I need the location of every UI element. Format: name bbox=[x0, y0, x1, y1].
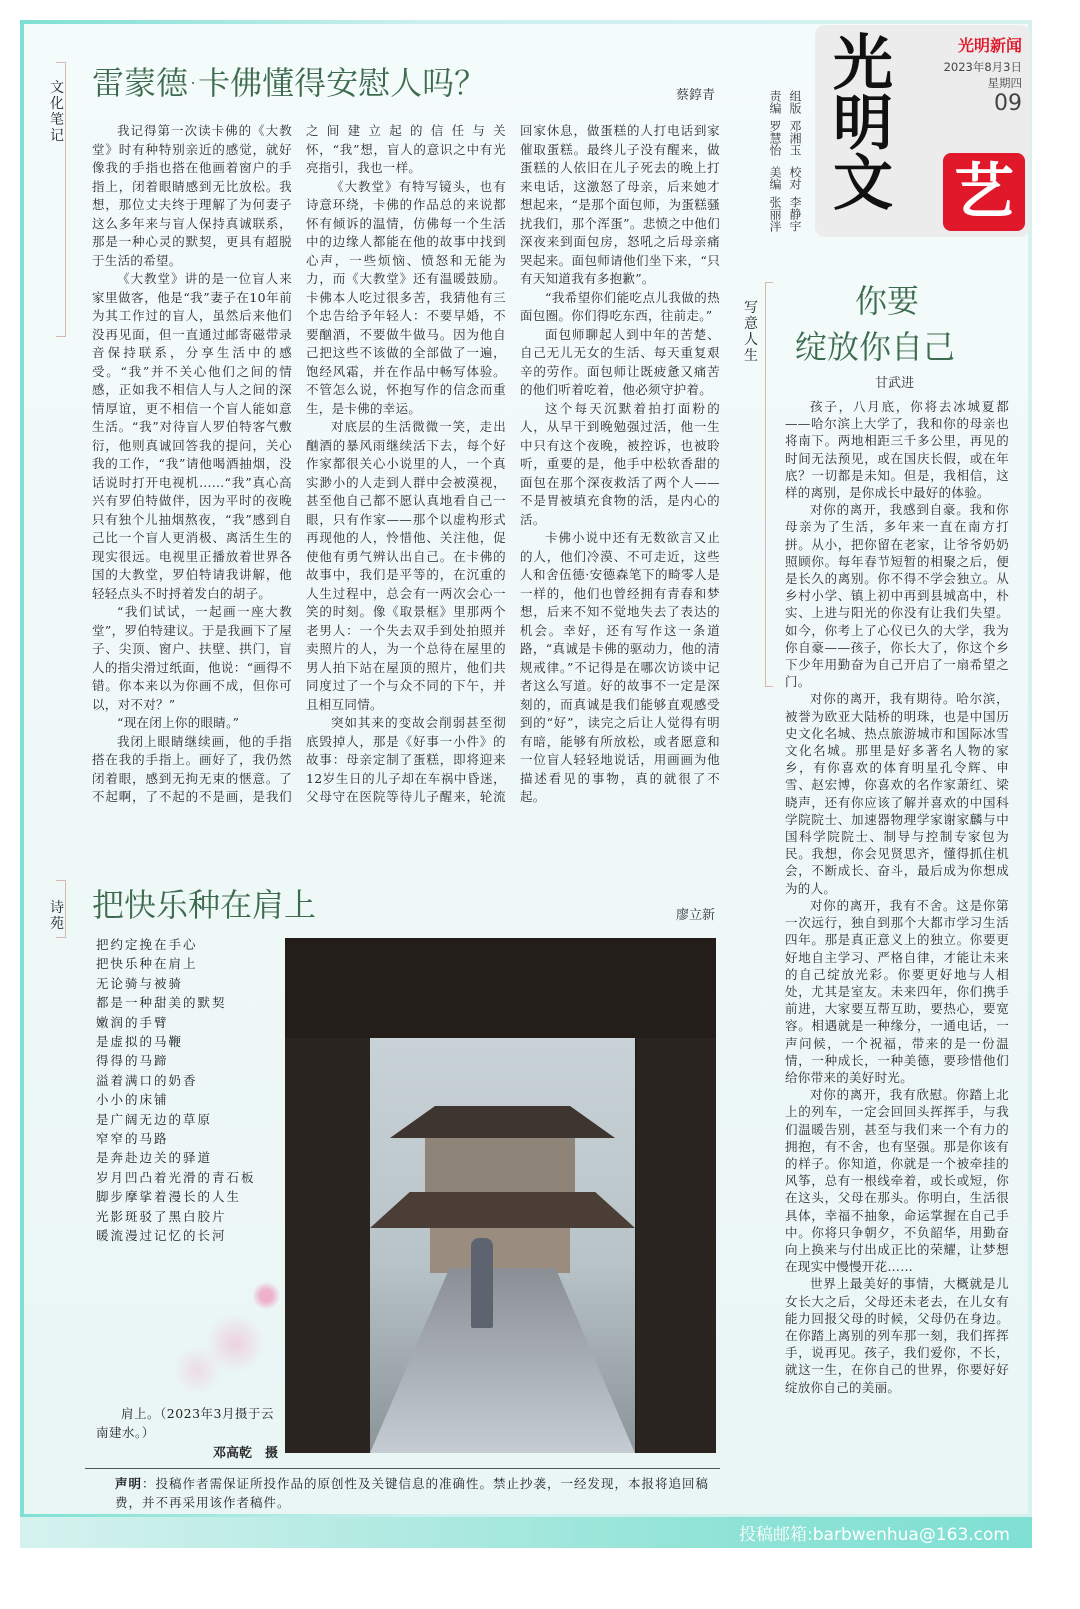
masthead-calligraphy: 光明文 bbox=[823, 31, 893, 211]
paragraph: 面包师聊起人到中年的苦楚、自己无儿无女的生活、每天重复艰辛的劳作。面包师让既疲惫又痛苦的他们听着吃着，他必须守护着。 bbox=[520, 326, 720, 397]
poem-line: 得得的马蹄 bbox=[96, 1053, 169, 1069]
article-author: 蔡錞青 bbox=[676, 88, 716, 103]
submission-email[interactable]: 投稿邮箱:barbwenhua@163.com bbox=[739, 1525, 1010, 1545]
poem-line: 嫩润的手臂 bbox=[96, 1014, 169, 1030]
paragraph: “我们试试，一起画一座大教堂”，罗伯特建议。于是我画下了屋子、尖顶、窗户、扶壁、拱门，盲人的指尖滑过纸面，他说：“画得不错。你本来以为你画不成，但你可以，对不对？” bbox=[92, 604, 292, 712]
article-author: 甘武进 bbox=[875, 376, 915, 391]
paragraph: 对你的离开，我有期待。哈尔滨，被誉为欧亚大陆桥的明珠，也是中国历史文化名城、热点旅游城市和国际冰雪文化名城。那里是好多著名人物的家乡，有你喜欢的体育明星孔令辉、申雪、赵宏博，你喜欢的名作家萧红、梁晓声，还有你应该了解并喜欢的中国科学院院士、加速器物理学家谢家麟与中国科学院院士、制导与控制专家包为民。我想，你会见贤思齐，懂得抓住机会，不断成长、奋斗，最后成为你想成为的人。 bbox=[785, 691, 1009, 896]
paragraph: 我记得第一次读卡佛的《大教堂》时有种特别亲近的感觉，就好像我的手指也搭在他画着窗户的手指上，闭着眼睛感到无比放松。我想，那位丈夫终于理解了为何妻子这么多年来与盲人保持真诚联系，那是一种心灵的默契，更具有超脱于生活的希望。 bbox=[92, 123, 292, 268]
section-tag-culture-notes: 文化笔记 bbox=[50, 80, 64, 144]
article-title-line1: 你要 bbox=[855, 282, 920, 320]
newspaper-logo: 光明新闻 bbox=[957, 36, 1022, 55]
poem-line: 把快乐种在肩上 bbox=[96, 956, 198, 972]
page-number: 09 bbox=[994, 91, 1022, 116]
paragraph: 对底层的生活微微一笑，走出酗酒的暴风雨继续活下去，每个好作家都很关心小说里的人，一个真实渺小的人走到人群中会被漠视，甚至他自己都不愿认真地看自己一眼，只有作家——那个以虚构形式再现他的人，怜惜他、关注他，促使他有勇气辨认出自己。在卡佛的故事中，我们是平等的，在沉重的人生过程中，总会有一两次会心一笑的时刻。像《取景框》里那两个老男人：一个失去双手到处拍照并卖照片的人，为一个总待在屋里的男人拍下站在屋顶的照片，他们共同度过了一个与众不同的下午，并且相互同情。 bbox=[306, 419, 506, 712]
paragraph: 世界上最美好的事情，大概就是儿女长大之后，父母还未老去，在儿女有能力回报父母的时候，父母仍在身边。在你踏上离别的列车那一刻，我们挥挥手，说再见。孩子，我们爱你，不长，就这一生，在你自己的世界，你要好好绽放你自己的美丽。 bbox=[785, 1276, 1009, 1395]
paragraph: 对你的离开，我感到自豪。我和你母亲为了生活，多年来一直在南方打拼。从小，把你留在老家，让爷爷奶奶照顾你。每年春节短暂的相聚之后，便是长久的离别。你不得不学会独立。从乡村小学、镇上初中再到县城高中，朴实、上进与阳光的你没有让我们失望。如今，你考上了心仪已久的大学，我为你自豪——孩子，你长大了，你这个乡下少年用勤奋为自己开启了一扇希望之门。 bbox=[785, 502, 1009, 690]
photo-father-child-bridge bbox=[285, 938, 716, 1453]
paragraph: 孩子，八月底，你将去冰城夏都——哈尔滨上大学了，我和你的母亲也将南下。两地相距三千多公里，再见的时间无法预见，或在国庆长假，或在年底？一切都是未知。但是，我相信，这样的离别，是你成长中最好的体验。 bbox=[785, 399, 1009, 501]
poem-author: 廖立新 bbox=[676, 908, 716, 923]
paragraph: 突如其来的变故会削弱甚至彻底毁掉人，那是《好事一小件》的故事：母亲定制了蛋糕，即将迎来12岁生日的儿子却在车祸中昏迷，父母守在医院等待儿子醒来，轮流回家休息，做蛋糕的人打电话到家催取蛋糕。最终儿子没有醒来，做蛋糕的人依旧在儿子死去的晚上打来电话，这激怒了母亲，后来她才想起来，“是那个面包师，为蛋糕骚扰我们，那个浑蛋”。悲愤之中他们深夜来到面包房，怒吼之后母亲痛哭起来。面包师请他们坐下来，“只有天知道我有多抱歉”。 bbox=[306, 123, 720, 804]
poem-line: 光影斑驳了黑白胶片 bbox=[96, 1208, 227, 1224]
poem-title: 把快乐种在肩上 bbox=[92, 886, 317, 924]
paragraph: 《大教堂》讲的是一位盲人来家里做客，他是“我”妻子在10年前为其工作过的盲人，虽然后来他们没再见面，但一直通过邮寄磁带录音保持联系，分享生活中的感受。“我”并不关心他们之间的情感，正如我不相信人与人之间的深情厚谊，更不相信一个盲人能如意生活。“我”对待盲人罗伯特客气敷衍，他则真诚回答我的提问，关心我的工作，“我”请他喝酒抽烟，没话说时打开电视机……“我”真心高兴有罗伯特做伴，因为平时的夜晚只有独个儿抽烟熬夜，“我”感到自己比一个盲人更消极、离活生生的现实很远。电视里正播放着世界各国的大教堂，罗伯特请我讲解，他轻轻点头不时捋着发白的胡子。 bbox=[92, 271, 292, 601]
poem-line: 都是一种甜美的默契 bbox=[96, 995, 227, 1011]
poem-line: 岁月凹凸着光滑的青石板 bbox=[96, 1169, 256, 1185]
submission-notice: 声明：投稿作者需保证所投作品的原创性及关键信息的准确性。禁止抄袭，一经发现，本报将追回稿费，并不再采用该作者稿件。 bbox=[115, 1476, 710, 1510]
footer-divider bbox=[85, 1468, 720, 1469]
issue-weekday: 星期四 bbox=[987, 76, 1022, 90]
photo-caption: 肩上。（2023年3月摄于云南建水。） bbox=[96, 1406, 275, 1440]
article-title-line2: 绽放你自己 bbox=[795, 328, 956, 366]
masthead-red-seal: 艺 bbox=[943, 153, 1025, 231]
poem-line: 小小的床铺 bbox=[96, 1092, 169, 1108]
paragraph: 我闭上眼睛继续画，他的手指搭在我的手指上。画好了，我仍然闭着眼，感到无拘无束的惬意。了不起啊，了不起的不是画，是我们之间建立起的信任与关怀，“我”想，盲人的意识之中有光亮指引，我也一样。 bbox=[92, 123, 506, 804]
paragraph: 卡佛小说中还有无数欲言又止的人，他们冷漠、不可走近，这些人和舍伍德·安德森笔下的畸零人是一样的，他们也曾经拥有青春和梦想，后来不知不觉地失去了表达的机会。幸好，还有写作这一条道路，“真诚是卡佛的驱动力，他的清规戒律。”不记得是在哪次访谈中记者这么写道。好的故事不一定是深刻的，而真诚是我们能够直观感受到的“好”，读完之后让人觉得有明有暗，能够有所放松，或者愿意和一位盲人轻轻地说话，用画画为他描述看见的事物，真的就很了不起。 bbox=[520, 530, 720, 804]
poem-line: 是虚拟的马鞭 bbox=[96, 1034, 184, 1050]
photo-credit: 邓高乾 摄 bbox=[212, 1446, 278, 1461]
paragraph: 对你的离开，我有不舍。这是你第一次远行，独自到那个大都市学习生活四年。那是真正意义上的独立。你要更好地自主学习、严格自律，才能让未来的自己绽放光彩。你要更好地与人相处，尤其是室友。未来四年，你们携手前进，大家要互帮互助，要热心，要宽容。相遇就是一种缘分，一通电话，一声问候，一个祝福，带来的是一份温情，一种成长，一种美德，要珍惜他们给你带来的美好时光。 bbox=[785, 897, 1009, 1085]
poem-line: 暖流漫过记忆的长河 bbox=[96, 1228, 227, 1244]
article-title: 雷蒙德·卡佛懂得安慰人吗？ bbox=[92, 64, 487, 102]
paragraph: 《大教堂》有特写镜头，也有诗意环绕，卡佛的作品总的来说都怀有倾诉的温情，仿佛每一个生活中的边缘人都能在他的故事中找到心声，一些烦恼、愤怒和无能为力，而《大教堂》还有温暖鼓励。卡佛本人吃过很多苦，我猜他有三个忠告给予年轻人：不要早婚，不要酗酒，不要做牛做马。因为他自己把这些不该做的全部做了一遍，饱经风霜，并在作品中畅写体验。不管怎么说，怀抱写作的信念而重生，是卡佛的幸运。 bbox=[306, 178, 506, 416]
issue-date: 2023年8月3日 bbox=[943, 60, 1022, 74]
poem-line: 脚步摩挲着漫长的人生 bbox=[96, 1189, 242, 1205]
poem-line: 溢着满口的奶香 bbox=[96, 1072, 198, 1088]
pink-sparkles bbox=[160, 1262, 285, 1397]
poem-body bbox=[96, 935, 256, 1246]
section-tag-poetry: 诗苑 bbox=[50, 900, 64, 932]
section-bracket bbox=[765, 282, 773, 687]
poem-line: 无论骑与被骑 bbox=[96, 975, 184, 991]
paragraph: “我希望你们能吃点儿我做的热面包圈。你们得吃东西，往前走。” bbox=[520, 289, 720, 323]
masthead bbox=[815, 25, 1030, 237]
paragraph: 这个每天沉默着拍打面粉的人，从早干到晚勉强过活，他一生中只有这个夜晚，被控诉，也被聆听，重要的是，他手中松软香甜的面包在那个深夜救活了两个人——不是胃被填充食物的活，是内心的活。 bbox=[520, 400, 720, 527]
poem-line: 是奔赴边关的驿道 bbox=[96, 1150, 213, 1166]
paragraph: 对你的离开，我有欣慰。你踏上北上的列车，一定会回回头挥挥手，与我们温暖告别，甚至与我们来一个有力的拥抱，有不舍，也有坚强。那是你该有的样子。你知道，你就是一个被牵挂的风筝，总有一根线牵着，或长或短，你在这头，父母在那头。你明白，生活很具体，幸福不抽象，命运掌握在自己手中。你将只争朝夕，不负韶华，用勤奋向上换来与付出成正比的荣耀，让梦想在现实中慢慢开花…… bbox=[785, 1087, 1009, 1275]
poem-line: 窄窄的马路 bbox=[96, 1131, 169, 1147]
article-body bbox=[785, 398, 1009, 1396]
paragraph: “现在闭上你的眼睛。” bbox=[117, 715, 240, 730]
poem-line: 把约定挽在手心 bbox=[96, 937, 198, 952]
editor-credits: 组版 邓湘玉 校对 李静宇 责编 罗慧怡 美编 张丽泮 bbox=[768, 90, 802, 232]
article-body bbox=[92, 122, 720, 807]
section-tag-life: 写意人生 bbox=[744, 300, 758, 364]
poem-line: 是广阔无边的草原 bbox=[96, 1111, 213, 1127]
